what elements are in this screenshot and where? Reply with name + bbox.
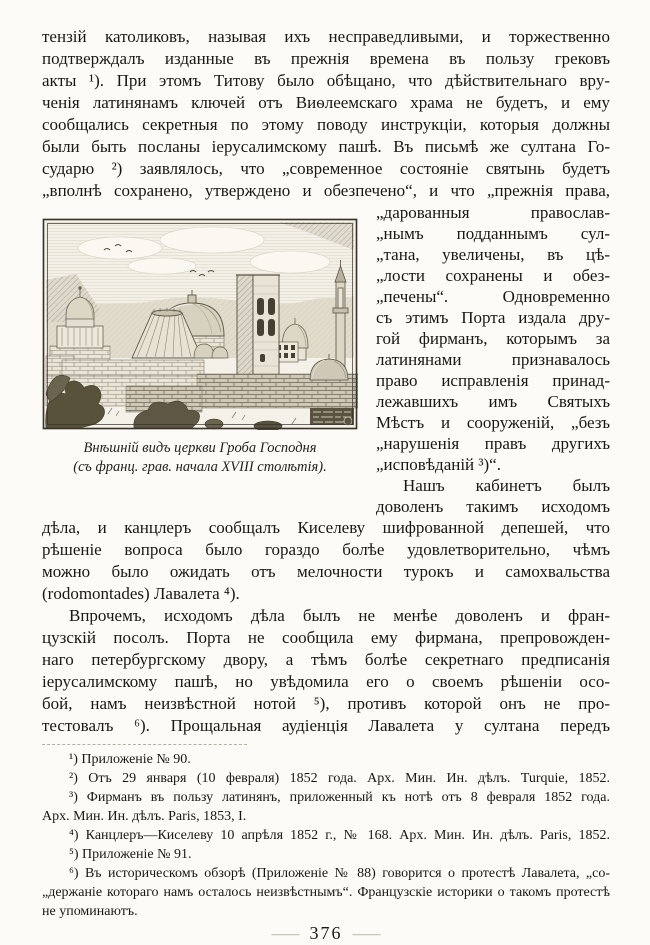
footnote-line: „держаніе котораго намъ осталось неизвѣстнымъ“. Французскіе историки о такомъ протестѣ xyxy=(42,885,610,900)
text-line: „нарушенія правъ другихъ xyxy=(376,434,610,453)
footnote-line: ²) Отъ 29 января (10 февраля) 1852 года. Арх. Мин. Ин. дѣлъ. Turquie, 1852. xyxy=(69,771,610,786)
caption-line-2: (съ франц. грав. начала XVIII столѣтія). xyxy=(73,459,327,475)
footnote-line: ³) Фирманъ въ пользу латинянъ, приложенный къ нотѣ отъ 8 февраля 1852 года. xyxy=(69,790,610,805)
text-line: бой, намъ неизвѣстной нотой ⁵), противъ которой онъ не про- xyxy=(42,694,610,713)
footnotes xyxy=(42,750,610,921)
text-line: акты ¹). При этомъ Титову было обѣщано, что дѣйствительнаго вру- xyxy=(42,71,610,90)
text-line: (rodomontades) Лавалета ⁴). xyxy=(42,584,240,603)
text-line: Нашъ кабинетъ былъ xyxy=(403,476,610,495)
text-line: дѣла, и канцлеръ сообщалъ Киселеву шифрованной депешей, что xyxy=(42,518,610,537)
text-line: іерусалимскому пашѣ, но увѣдомила его о своемъ рѣшеніи осо- xyxy=(42,672,610,691)
text-line: „печены“. Одновременно xyxy=(376,287,610,306)
footnote-separator xyxy=(42,744,247,745)
text-line: сударю ²) заявлялось, что „современное состояніе святынь будетъ xyxy=(42,159,610,178)
text-line: рѣшеніе вопроса было гораздо болѣе удовлетворительно, чѣмъ xyxy=(42,540,610,559)
text-line: гой фирманъ, которымъ за xyxy=(376,329,610,348)
text-line: Мѣстъ и сооруженій, „безъ xyxy=(376,413,610,432)
text-line: „нымъ подданнымъ сул- xyxy=(376,224,610,243)
page-number-left-dash: —— xyxy=(271,927,300,942)
text-line: наго петербургскому двору, а тѣмъ болѣе секретнаго предписанія xyxy=(42,650,610,669)
bell-tower xyxy=(236,275,280,383)
text-line: подтверждалъ изданные въ прежнія времена въ пользу грековъ xyxy=(42,49,610,68)
text-line: доволенъ такимъ исходомъ xyxy=(376,497,610,516)
footnote-line: ¹) Приложеніе № 90. xyxy=(69,752,191,767)
text-line: „лости сохранены и обез- xyxy=(376,266,610,285)
figure-caption xyxy=(42,439,358,477)
jerusalem-engraving xyxy=(42,218,358,430)
paragraph-top xyxy=(42,26,610,202)
text-line: сообщались секретныя по этому поводу инструкціи, которыя должны xyxy=(42,115,610,134)
text-line: лежавшихъ имъ Святыхъ xyxy=(376,392,610,411)
text-line: были быть посланы іерусалимскому пашѣ. Въ письмѣ же султана Го- xyxy=(42,137,610,156)
page-number: 376 xyxy=(309,923,343,943)
text-line: „исповѣданій ³)“. xyxy=(376,455,501,474)
text-line: „тана, увеличены, въ цѣ- xyxy=(376,245,610,264)
text-line: „вполнѣ сохранено, утверждено и обезпечено“, и что „прежнія права, xyxy=(42,181,610,200)
footnote-line: не упоминаютъ. xyxy=(42,904,138,919)
footnote-line: ⁶) Въ историческомъ обзорѣ (Приложеніе № 88) говорится о протестѣ Лавалета, „со- xyxy=(69,866,610,881)
text-line: Впрочемъ, исходомъ дѣла былъ не менѣе доволенъ и фран- xyxy=(69,606,610,625)
figure-and-column-row xyxy=(42,202,610,517)
wrapped-text-column xyxy=(376,202,610,517)
text-line: право исправленія принад- xyxy=(376,371,610,390)
inscription-plaque xyxy=(310,408,354,425)
text-line: латинянами признавалось xyxy=(376,350,610,369)
footnote-line: ⁵) Приложеніе № 91. xyxy=(69,847,192,862)
paragraph-2 xyxy=(42,517,610,605)
text-line: цузскій посолъ. Порта не сообщила ему фирмана, препровожден- xyxy=(42,628,610,647)
text-line: „дарованныя православ- xyxy=(376,203,610,222)
footnote-line: ⁴) Канцлеръ—Киселеву 10 апрѣля 1852 г., № 168. Арх. Мин. Ин. дѣлъ. Paris, 1852. xyxy=(69,828,610,843)
caption-line-1: Внѣшній видъ церкви Гроба Господня xyxy=(83,440,317,456)
footnote-line: Арх. Мин. Ин. дѣлъ. Paris, 1853, I. xyxy=(42,809,247,824)
text-line: тестовалъ ⁶). Прощальная аудіенція Лавалета у султана передъ xyxy=(42,716,610,735)
text-line: ченія латинянамъ ключей отъ Виѳлеемскаго храма не будетъ, и ему xyxy=(42,93,610,112)
figure-engraving xyxy=(42,202,358,477)
page-number-right-dash: —— xyxy=(352,927,381,942)
paragraph-3 xyxy=(42,605,610,737)
text-line: съ этимъ Порта издала дру- xyxy=(376,308,610,327)
text-line: тензій католиковъ, называя ихъ несправедливыми, и торжественно xyxy=(42,27,610,46)
text-line: можно было ожидать отъ мелочности турокъ и самохвальства xyxy=(42,562,610,581)
